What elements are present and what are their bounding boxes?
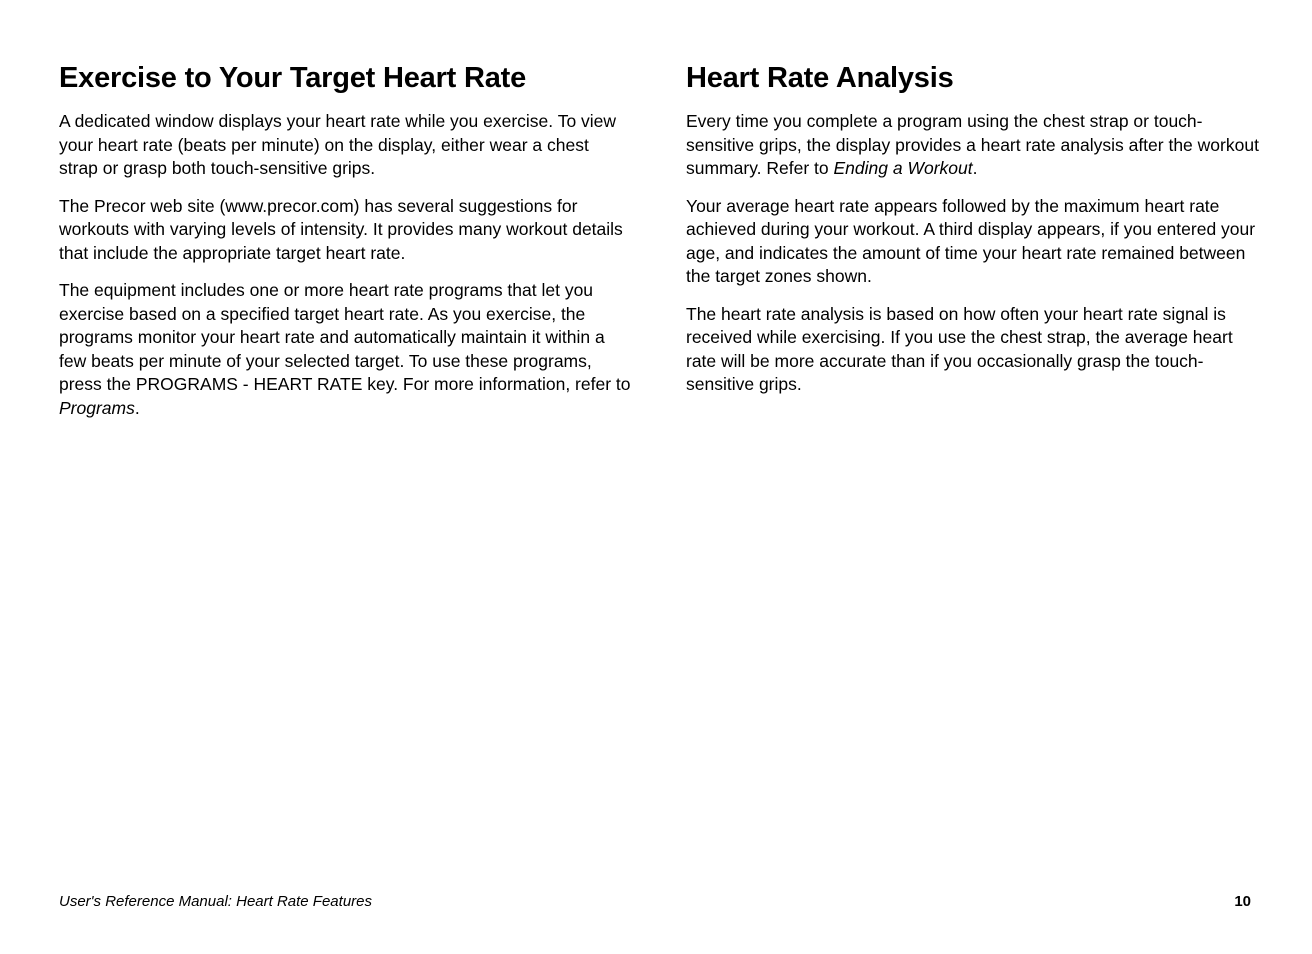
ending-a-workout-reference: Ending a Workout [833,158,973,178]
paragraph-dedicated-window: A dedicated window displays your heart rate while you exercise. To view your heart rate (beats per minute) on the display, either wear a chest strap or grasp both touch-sensitive grips. [59,111,617,178]
paragraph-analysis-basis: The heart rate analysis is based on how often your heart rate signal is received while exercising. If you use the chest strap, the average heart rate will be more accurate than if you occasionally grasp the touch-sensitive grips. [686,303,1233,394]
paragraph-end: . [972,158,978,178]
paragraph-end: . [134,397,140,418]
footer-page-number: 10 [1234,893,1251,910]
section-heading-target-heart-rate: Exercise to Your Target Heart Rate [59,62,527,94]
footer-manual-title: User's Reference Manual: Heart Rate Features [59,893,373,910]
paragraph-average-heart-rate: Your average heart rate appears followed by the maximum heart rate achieved during your workout. A third display appears, if you entered your age, and indicates the amount of time your heart rate remained between the target zones shown. [686,195,1256,286]
paragraph-text: The equipment includes one or more heart rate programs that let you exercise based on a specified target heart rate. As you exercise, the programs monitor your heart rate and automatically maintain it within a few beats per minute of your selected target. To use these programs, press the PROGRAMS - HEART RATE key. For more information, refer to [59,280,631,394]
section-heading-heart-rate-analysis: Heart Rate Analysis [686,62,954,94]
paragraph-program-completion [686,110,1260,181]
paragraph-precor-web-site: The Precor web site (www.precor.com) has several suggestions for workouts with varying levels of intensity. It provides many workout details that include the appropriate target heart rate. [59,195,623,263]
right-column [686,58,1260,411]
left-column [59,58,631,434]
programs-reference: Programs [59,397,135,418]
paragraph-heart-rate-programs [59,279,631,420]
paragraph-text: Every time you complete a program using the chest strap or touch-sensitive grips, the display provides a heart rate analysis after the workout summary. Refer to [686,111,1259,178]
